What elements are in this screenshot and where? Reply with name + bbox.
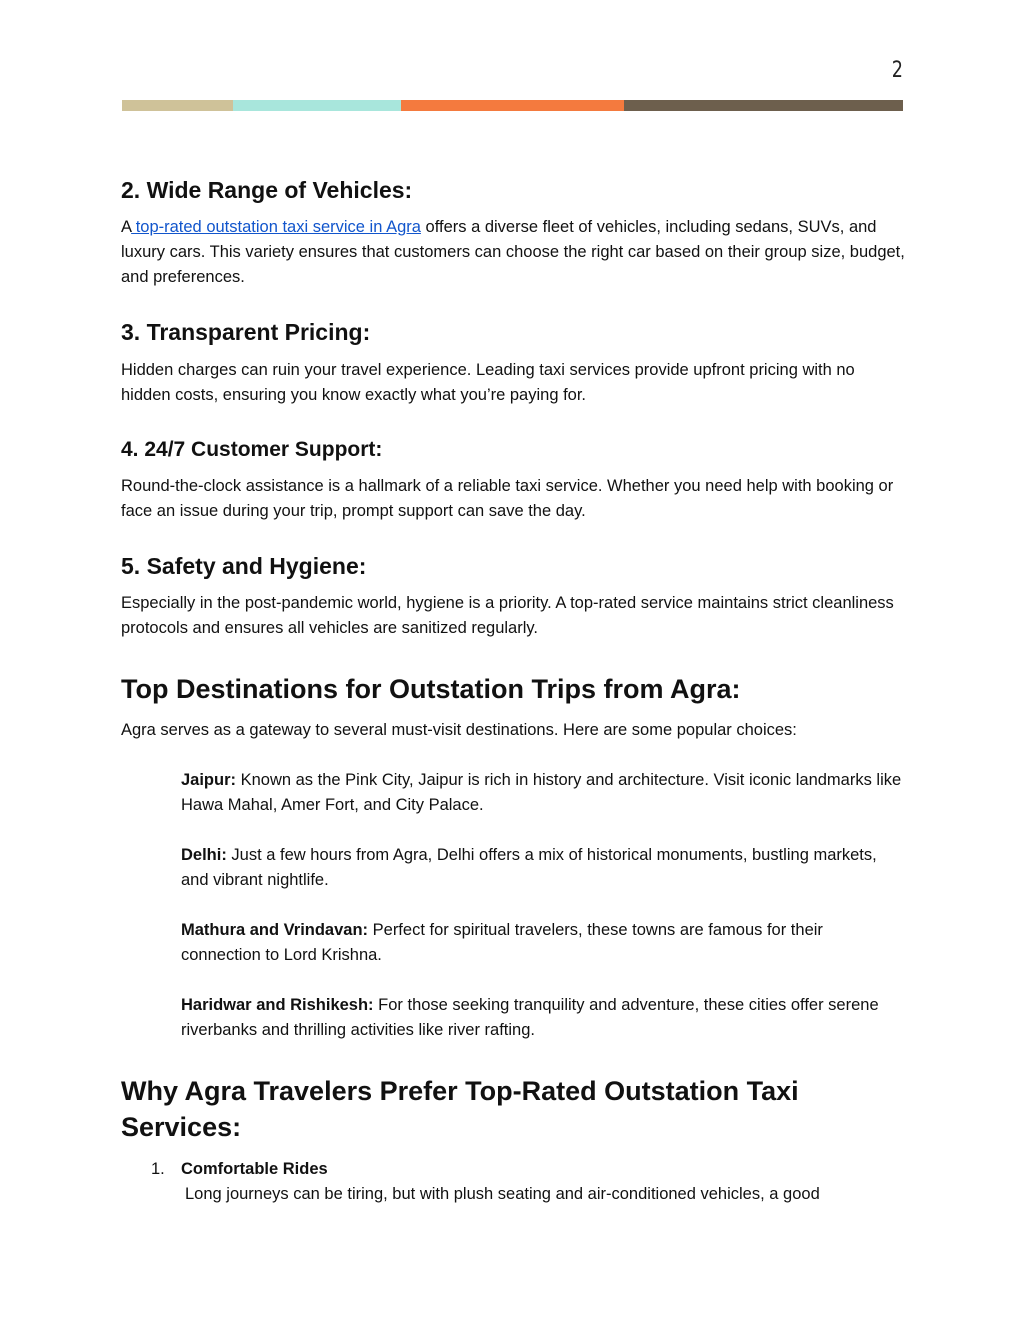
why-heading: Why Agra Travelers Prefer Top-Rated Outstation Taxi Services:: [121, 1076, 799, 1142]
section-heading-safety: 5. Safety and Hygiene:: [121, 553, 367, 579]
destination-item: [181, 918, 906, 968]
destinations-heading: Top Destinations for Outstation Trips from Agra:: [121, 674, 741, 704]
destination-name: Haridwar and Rishikesh:: [181, 996, 374, 1014]
section-heading-pricing: 3. Transparent Pricing:: [121, 319, 371, 345]
destination-item: [181, 768, 906, 818]
destination-text: Just a few hours from Agra, Delhi offers a mix of historical monuments, bustling markets, and vibrant nightlife.: [181, 846, 877, 889]
text-before-link: A: [121, 218, 132, 236]
destination-name: Jaipur:: [181, 771, 237, 789]
list-number: 1.: [151, 1160, 165, 1178]
destination-text: Perfect for spiritual travelers, these towns are famous for their connection to Lord Krishna.: [181, 921, 823, 964]
destination-name: Mathura and Vrindavan:: [181, 921, 369, 939]
section-heading-support: 4. 24/7 Customer Support:: [121, 438, 383, 461]
section-text-pricing: Hidden charges can ruin your travel experience. Leading taxi services provide upfront pricing with no hidden costs, ensuring you know exactly what you’re paying for.: [121, 361, 855, 404]
section-text-wide-range: [121, 215, 906, 290]
color-bar-segment-orange: [401, 100, 624, 111]
list-item-title: Comfortable Rides: [181, 1160, 328, 1178]
color-bar-segment-tan: [122, 100, 233, 111]
page-number: 2: [891, 58, 903, 83]
destination-name: Delhi:: [181, 846, 227, 864]
text-after-link: offers a diverse fleet of vehicles, including sedans, SUVs, and luxury cars. This variety ensures that customers can choose the right car based on their group size, budget, and preferences.: [121, 218, 905, 286]
section-text-safety: Especially in the post-pandemic world, hygiene is a priority. A top-rated service maintains strict cleanliness protocols and ensures all vehicles are sanitized regularly.: [121, 594, 894, 637]
section-text-support: Round-the-clock assistance is a hallmark of a reliable taxi service. Whether you need help with booking or face an issue during your trip, prompt support can save the day.: [121, 477, 894, 520]
taxi-service-link[interactable]: top-rated outstation taxi service in Agra: [131, 218, 421, 236]
destinations-intro: Agra serves as a gateway to several must-visit destinations. Here are some popular choices:: [121, 721, 797, 739]
color-bar-segment-brown: [624, 100, 903, 111]
destination-text: For those seeking tranquility and adventure, these cities offer serene riverbanks and thrilling activities like river rafting.: [181, 996, 879, 1039]
list-item-text: Long journeys can be tiring, but with plush seating and air-conditioned vehicles, a good: [185, 1185, 820, 1203]
destination-text: Known as the Pink City, Jaipur is rich in history and architecture. Visit iconic landmarks like Hawa Mahal, Amer Fort, and City Palace.: [181, 771, 902, 814]
destination-item: [181, 993, 906, 1043]
destination-item: [181, 843, 906, 893]
section-heading-wide-range: 2. Wide Range of Vehicles:: [121, 177, 413, 203]
color-bar-segment-mint: [233, 100, 401, 111]
header-color-bar: [122, 100, 903, 111]
